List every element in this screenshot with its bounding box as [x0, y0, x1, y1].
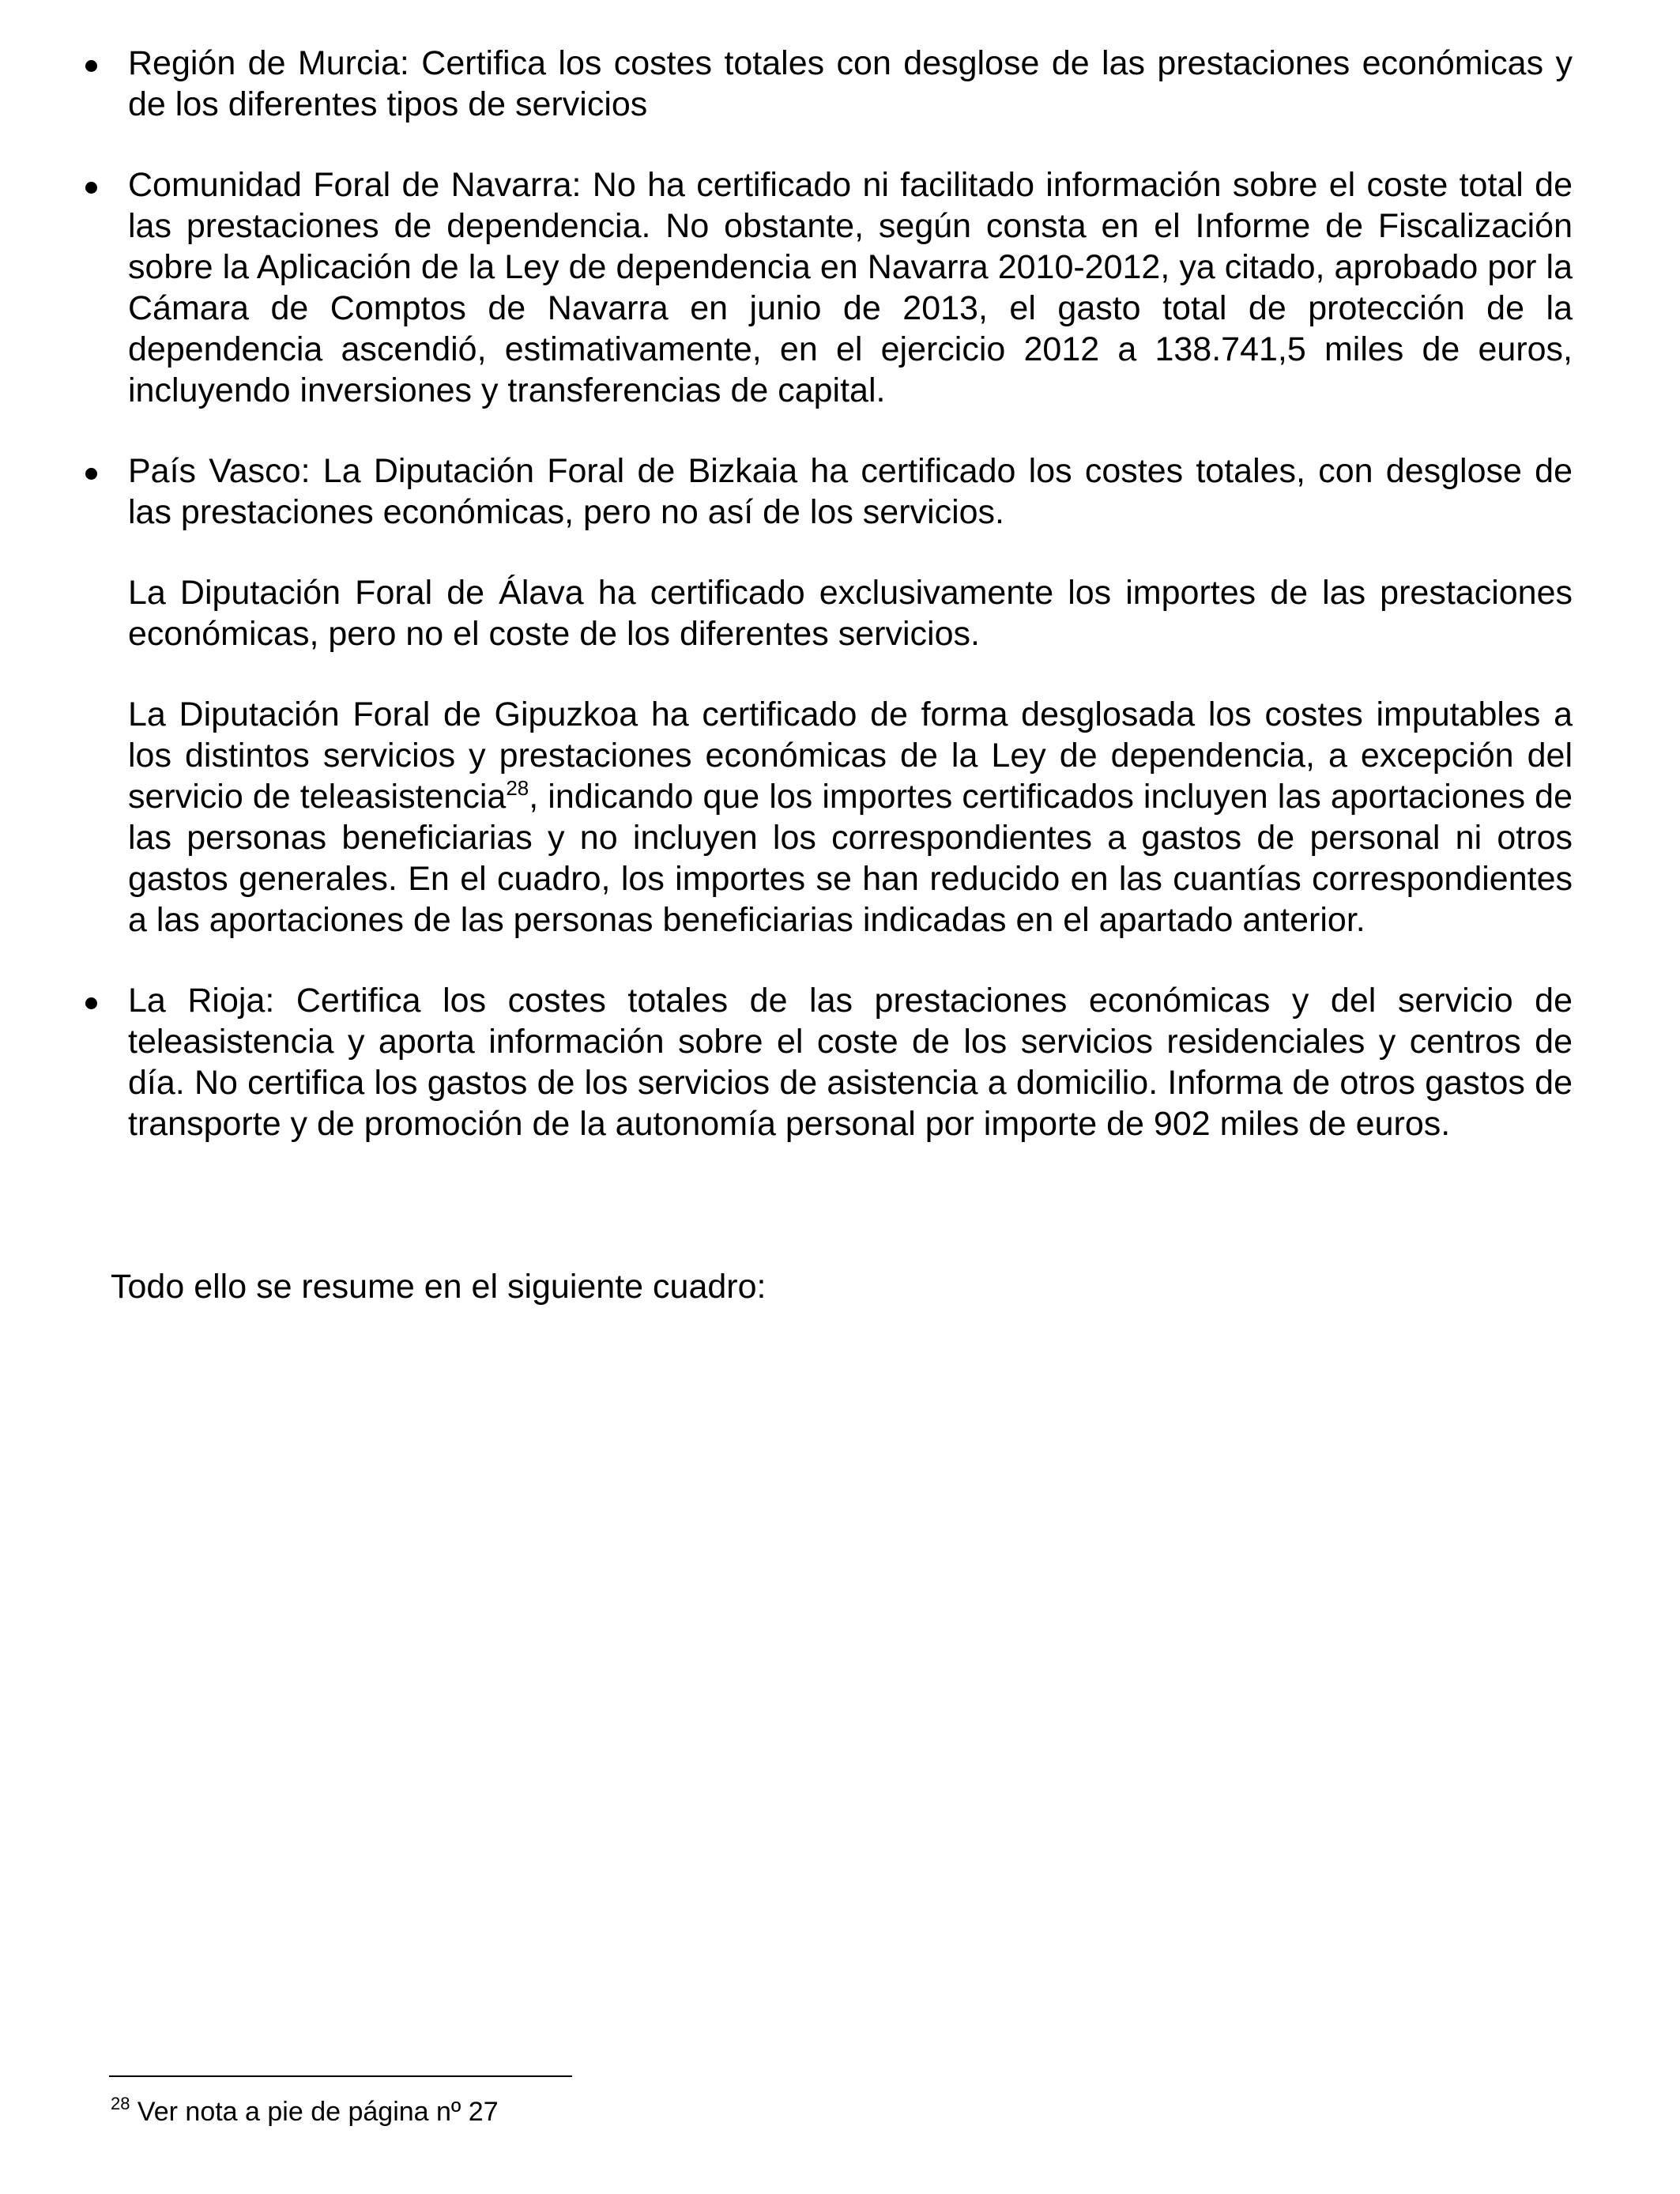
bizkaia-paragraph: País Vasco: La Diputación Foral de Bizkaia ha certificado los costes totales, con desglose de las prestaciones económicas, pero no así de los servicios.: [128, 452, 1573, 531]
summary-sentence: Todo ello se resume en el siguiente cuadro:: [111, 1268, 767, 1306]
bullet-la-rioja: [79, 980, 1573, 1144]
bullet-list: [79, 43, 1573, 1184]
footnote-separator: [109, 2075, 572, 2077]
bullet-dot-icon: [85, 60, 97, 72]
la-rioja-paragraph: La Rioja: Certifica los costes totales de las prestaciones económicas y del servicio de teleasistencia y aporta información sobre el coste de los servicios residenciales y centros de día. No certifica los gastos de los servicios de asistencia a domicilio. Informa de otros gastos de transporte y de promoción de la autonomía personal por importe de 902 miles de euros.: [128, 982, 1573, 1143]
gipuzkoa-paragraph: [128, 694, 1573, 941]
footnote: [111, 2096, 499, 2128]
bullet-navarra: [79, 164, 1573, 411]
bullet-pais-vasco: [79, 450, 1573, 941]
bullet-dot-icon: [85, 997, 97, 1009]
bullet-murcia: [79, 43, 1573, 125]
alava-paragraph: La Diputación Foral de Álava ha certificado exclusivamente los importes de las prestaciones económicas, pero no el coste de los diferentes servicios.: [128, 574, 1573, 653]
footnote-text: Ver nota a pie de página nº 27: [130, 2097, 499, 2127]
bullet-dot-icon: [85, 468, 97, 480]
navarra-paragraph: Comunidad Foral de Navarra: No ha certificado ni facilitado información sobre el coste total de las prestaciones de dependencia. No obstante, según consta en el Informe de Fiscalización sobre la Aplicación de la Ley de dependencia en Navarra 2010-2012, ya citado, aprobado por la Cámara de Comptos de Navarra en junio de 2013, el gasto total de protección de la dependencia ascendió, estimativamente, en el ejercicio 2012 a 138.741,5 miles de euros, incluyendo inversiones y transferencias de capital.: [128, 166, 1573, 409]
footnote-reference[interactable]: 28: [506, 776, 529, 800]
footnote-number: 28: [111, 2094, 130, 2113]
gipuzkoa-text-after-note: , indicando que los importes certificados incluyen las aportaciones de las personas beneficiarias y no incluyen los correspondientes a gastos de personal ni otros gastos generales. En el cuadro, los importes se han reducido en las cuantías correspondientes a las aportaciones de las personas beneficiarias indicadas en el apartado anterior.: [128, 778, 1573, 939]
gipuzkoa-text-before-note: La Diputación Foral de Gipuzkoa ha certificado de forma desglosada los costes imputables a los distintos servicios y prestaciones económicas de la Ley de dependencia, a excepción del servicio de teleasistencia: [128, 696, 1573, 816]
murcia-paragraph: Región de Murcia: Certifica los costes totales con desglose de las prestaciones económicas y de los diferentes tipos de servicios: [128, 44, 1573, 123]
bullet-dot-icon: [85, 182, 97, 194]
